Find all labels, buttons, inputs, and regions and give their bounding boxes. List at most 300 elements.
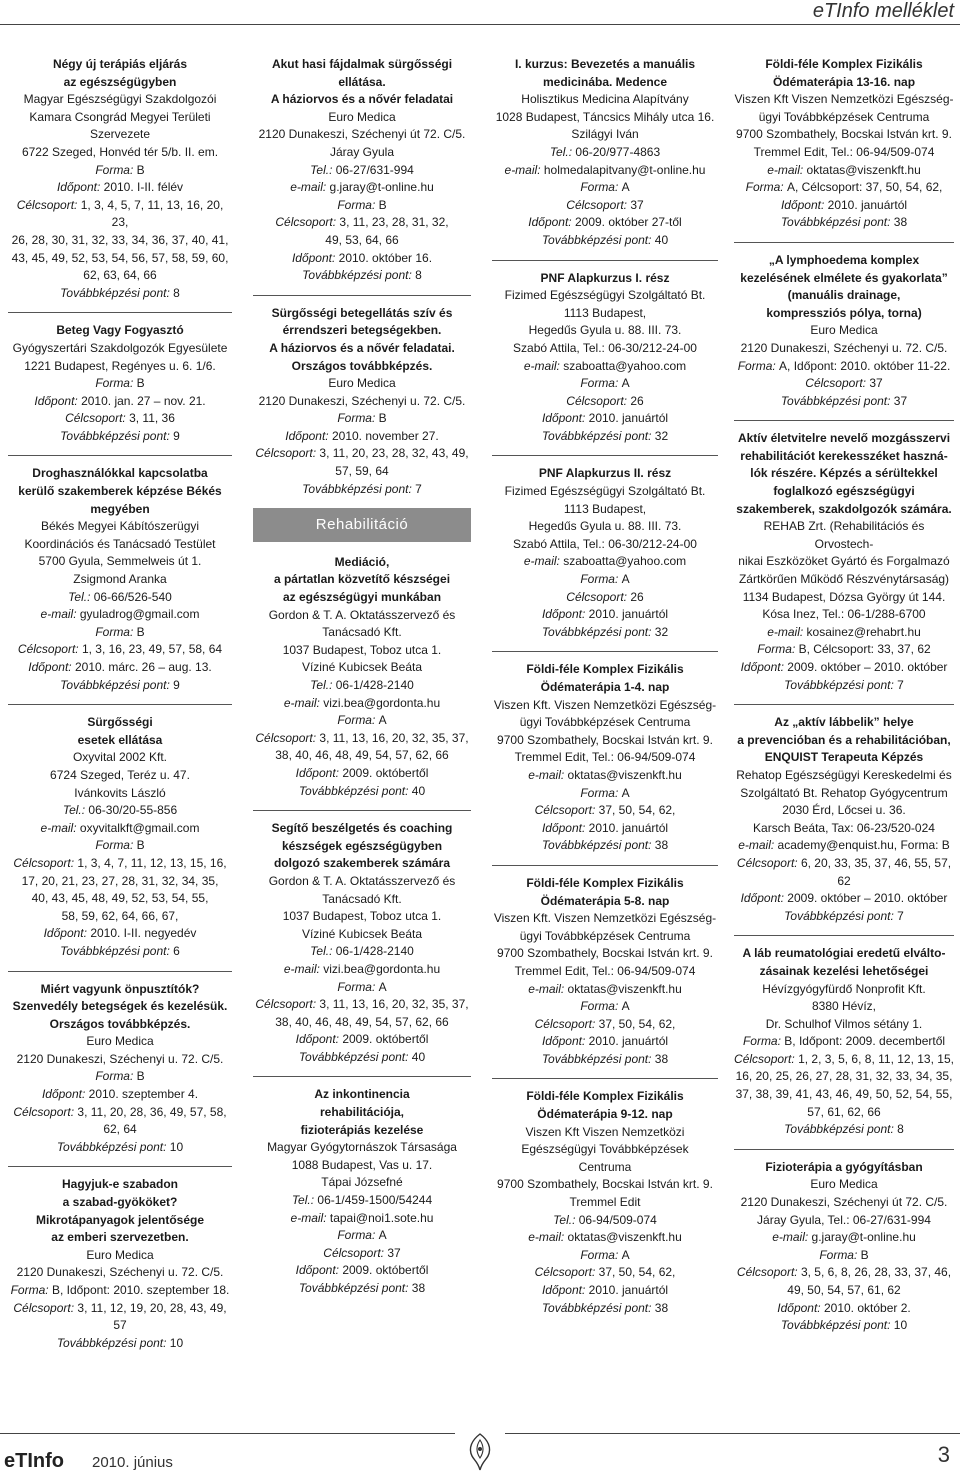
entry-key: Célcsoport: <box>13 855 78 870</box>
entry-line <box>253 961 471 979</box>
entry-line <box>492 963 718 981</box>
entry-key: e-mail: <box>528 981 568 996</box>
entry-value: Egészségügyi Továbbképzések <box>521 1142 689 1157</box>
entry-value: 1037 Budapest, Toboz utca 1. <box>282 909 442 924</box>
column-1 <box>8 56 232 1362</box>
entry-line <box>8 285 232 303</box>
entry-value: 06-66/526-540 <box>93 589 172 604</box>
entry-title: kerülő szakemberek képzése Békés <box>18 484 222 499</box>
entry-title: Akut hasi fájdalmak sürgősségi <box>271 57 453 71</box>
entry-key: Időpont: <box>541 1034 589 1049</box>
footer-rule-right <box>505 1433 960 1434</box>
entry-line <box>253 607 471 625</box>
entry-value: B <box>136 1069 145 1084</box>
entry-value: 06-1/428-2140 <box>335 944 414 959</box>
entry-value: Magyar Egészségügyi Szakdolgozói <box>23 92 217 107</box>
entry-line <box>253 267 471 285</box>
entry-title: Droghasználókkal kapcsolatba <box>32 466 208 481</box>
entry-line <box>8 162 232 180</box>
entry-value: 32 <box>654 624 669 639</box>
entry-value: 38, 40, 46, 48, 49, 54, 57, 62, 66 <box>275 1014 449 1029</box>
entry-value: vizi.bea@gordonta.hu <box>323 695 441 710</box>
entry-line <box>734 358 954 376</box>
entry-value: 2009. október – 2010. október <box>787 660 948 674</box>
entry-key: Továbbképzési pont: <box>541 838 655 853</box>
listing-entry <box>8 1166 232 1352</box>
entry-value: 3, 11, 23, 28, 31, 32, <box>339 215 449 230</box>
entry-value: 2010. I-II. félév <box>103 180 184 195</box>
entry-key: e-mail: <box>772 1230 812 1245</box>
entry-value: 2030 Érd, Lőcsei u. 36. <box>782 803 906 818</box>
entry-value: 2010. október 16. <box>338 250 433 265</box>
entry-value: B <box>860 1247 869 1262</box>
entry-line <box>734 1104 954 1122</box>
entry-line <box>492 624 718 642</box>
entry-value: B, Célcsoport: 33, 37, 62 <box>798 642 931 657</box>
entry-key: Időpont: <box>541 820 589 835</box>
entry-line <box>253 1210 471 1228</box>
entry-key: Tel.: <box>310 944 336 959</box>
entry-value: kosainez@rehabrt.hu <box>806 624 921 639</box>
entry-value: 1088 Budapest, Vas u. 17. <box>291 1157 433 1172</box>
entry-line <box>253 144 471 162</box>
entry-value: 9 <box>173 428 180 443</box>
entry-line <box>253 979 471 997</box>
entry-key: e-mail: <box>528 767 568 782</box>
entry-value: g.jaray@t-online.hu <box>811 1230 916 1245</box>
section-banner: Rehabilitáció <box>253 508 471 542</box>
entry-key: Forma: <box>95 162 137 177</box>
entry-line <box>734 214 954 232</box>
entry-value: 1113 Budapest, <box>563 501 647 516</box>
entry-key: Célcsoport: <box>566 393 631 408</box>
entry-value: 10 <box>893 1318 908 1333</box>
entry-key: Időpont: <box>541 607 589 622</box>
listing-entry <box>734 935 954 1139</box>
entry-key: Továbbképzési pont: <box>60 428 174 443</box>
entry-key: Időpont: <box>41 1087 89 1102</box>
entry-value: Víziné Kubicsek Beáta <box>301 926 423 941</box>
listing-entry <box>8 56 232 302</box>
entry-line <box>734 802 954 820</box>
entry-key: Célcsoport: <box>734 1051 799 1066</box>
listing-entry <box>8 455 232 694</box>
entry-line <box>253 891 471 909</box>
entry-line <box>492 518 718 536</box>
entry-line <box>492 1159 718 1177</box>
entry-value: B <box>136 624 145 639</box>
entry-line <box>492 1264 718 1282</box>
entry-value: ügyi Továbbképzések Centruma <box>758 109 930 124</box>
entry-key: e-mail: <box>767 162 807 177</box>
entry-value: 40 <box>654 232 669 247</box>
entry-value: A <box>621 572 630 587</box>
entry-value: 2120 Dunakeszi, Széchenyi u. 72. C/5. <box>258 393 466 408</box>
entry-line <box>492 1124 718 1142</box>
entry-key: Időpont: <box>740 660 788 674</box>
entry-line <box>8 837 232 855</box>
entry-title: kezelésének elmélete és gyakorlata” <box>740 270 948 285</box>
entry-value: 7 <box>415 481 422 496</box>
entry-line <box>734 126 954 144</box>
entry-value: 38 <box>654 838 669 853</box>
entry-value: Tremmel Edit, Tel.: 06-94/509-074 <box>514 963 696 978</box>
entry-title: I. kurzus: Bevezetés a manuális <box>514 57 696 71</box>
entry-title: Mediáció, <box>334 554 390 569</box>
entry-value: 62, 64 <box>103 1122 137 1137</box>
entry-value: 26 <box>630 393 644 408</box>
entry-value: 2010. januártól <box>588 411 669 426</box>
entry-key: Forma: <box>95 1069 137 1084</box>
listing-entry <box>492 56 718 250</box>
entry-value: 06-1/428-2140 <box>335 678 414 692</box>
entry-value: Euro Medica <box>86 1247 154 1262</box>
entry-value: B <box>378 197 387 212</box>
entry-value: oktatas@viszenkft.hu <box>567 981 682 996</box>
entry-line <box>492 410 718 428</box>
entry-title: Az inkontinencia <box>314 1087 410 1102</box>
entry-line <box>253 109 471 127</box>
entry-line <box>492 428 718 446</box>
entry-value: 6722 Szeged, Honvéd tér 5/b. II. em. <box>21 144 219 159</box>
entry-line <box>734 837 954 855</box>
entry-value: Koordinációs és Tanácsadó Testület <box>24 536 216 551</box>
entry-line <box>492 340 718 358</box>
entry-value: Kamara Csongrád Megyei Területi <box>29 109 211 124</box>
entry-value: 2009. októbertől <box>342 765 429 780</box>
entry-value: 06-27/631-994 <box>335 162 414 177</box>
entry-value: Kósa Inez, Tel.: 06-1/288-6700 <box>762 607 926 622</box>
entry-line <box>492 1051 718 1069</box>
entry-line <box>8 358 232 376</box>
entry-line <box>8 767 232 785</box>
entry-title: rehabilitációt kerekesszéket haszná- <box>740 448 948 463</box>
entry-line <box>492 945 718 963</box>
entry-line <box>8 749 232 767</box>
entry-value: 57, 61, 62, 66 <box>807 1104 881 1119</box>
entry-value: Hévízgyógyfürdő Nonprofit Kft. <box>762 981 926 996</box>
entry-key: Forma: <box>580 572 622 587</box>
entry-key: e-mail: <box>504 162 544 177</box>
entry-line <box>734 553 954 571</box>
entry-line <box>253 1157 471 1175</box>
entry-value: A <box>621 376 630 391</box>
entry-title: Földi-féle Komplex Fizikális <box>765 57 923 71</box>
entry-line <box>492 126 718 144</box>
entry-line <box>734 571 954 589</box>
entry-line <box>253 712 471 730</box>
entry-title: Ödématerápia 5-8. nap <box>540 893 670 908</box>
entry-value: 1, 3, 4, 5, 7, 11, 13, 16, 20, 23, <box>80 197 224 230</box>
entry-line <box>734 1282 954 1300</box>
entry-value: Fizimed Egészségügyi Szolgáltató Bt. <box>504 288 706 303</box>
entry-value: 06-1/459-1500/54244 <box>317 1193 433 1208</box>
entry-key: Forma: <box>337 1228 379 1243</box>
entry-value: 1221 Budapest, Regényes u. 6. 1/6. <box>24 358 216 373</box>
entry-line <box>8 925 232 943</box>
entry-value: 26, 28, 30, 31, 32, 33, 34, 36, 37, 40, 41, <box>11 232 229 247</box>
entry-line <box>734 1068 954 1086</box>
entry-value: 8 <box>897 1122 904 1137</box>
entry-line <box>253 659 471 677</box>
entry-value: 06-30/20-55-856 <box>88 803 178 818</box>
listing-entry <box>253 1076 471 1297</box>
entry-value: 37 <box>387 1245 401 1260</box>
entry-key: Továbbképzési pont: <box>780 393 894 408</box>
entry-line <box>492 606 718 624</box>
listing-entry <box>8 312 232 445</box>
entry-value: 1134 Budapest, Dózsa György út 144. <box>742 589 946 604</box>
entry-key: Továbbképzési pont: <box>302 268 416 283</box>
entry-line <box>8 1300 232 1335</box>
entry-line <box>734 1194 954 1212</box>
entry-key: Időpont: <box>28 660 75 674</box>
entry-line <box>8 1282 232 1300</box>
entry-title: esetek ellátása <box>77 732 163 747</box>
entry-value: 10 <box>169 1139 184 1154</box>
entry-line <box>734 322 954 340</box>
entry-value: B, Időpont: 2010. szeptember 18. <box>51 1283 230 1297</box>
entry-value: 62, 63, 64, 66 <box>83 268 157 283</box>
entry-key: Célcsoport: <box>275 215 340 230</box>
entry-value: REHAB Zrt. (Rehabilitációs és Orvostech- <box>763 519 925 551</box>
entry-value: 2009. október – 2010. október <box>787 891 948 906</box>
entry-value: 10 <box>169 1335 184 1350</box>
entry-value: holmedalapitvany@t-online.hu <box>543 162 706 177</box>
entry-title: Sürgősségi <box>87 715 153 730</box>
entry-line <box>253 1280 471 1298</box>
entry-key: Időpont: <box>541 1283 589 1297</box>
entry-key: Időpont: <box>56 180 104 195</box>
page-footer <box>0 1432 960 1477</box>
entry-key: Időpont: <box>295 765 343 780</box>
entry-key: Célcsoport: <box>13 1104 78 1119</box>
entry-value: 3, 11, 36 <box>129 411 175 426</box>
entry-key: Továbbképzési pont: <box>541 428 655 443</box>
entry-value: oxyvitalkft@gmail.com <box>79 820 200 835</box>
entry-key: Forma: <box>580 785 622 800</box>
listing-entry <box>8 971 232 1157</box>
entry-line <box>492 820 718 838</box>
entry-line <box>734 855 954 890</box>
entry-line <box>8 518 232 536</box>
entry-line <box>8 109 232 127</box>
footer-rule-left <box>0 1433 455 1434</box>
entry-value: tapai@noi1.sote.hu <box>329 1210 434 1225</box>
entry-value: szaboatta@yahoo.com <box>563 554 687 569</box>
entry-value: Zsigmond Aranka <box>73 572 167 587</box>
entry-key: e-mail: <box>523 358 564 373</box>
entry-key: e-mail: <box>738 838 778 853</box>
column-2 <box>253 56 471 1308</box>
entry-value: A <box>378 713 387 728</box>
entry-line <box>253 1049 471 1067</box>
listing-entry <box>734 420 954 694</box>
entry-key: Továbbképzési pont: <box>298 1049 412 1064</box>
entry-value: 1, 3, 16, 23, 49, 57, 58, 64 <box>81 642 223 657</box>
entry-value: Viszen Kft Viszen Nemzetközi <box>525 1124 685 1139</box>
entry-line <box>734 1176 954 1194</box>
entry-key: Időpont: <box>777 1300 824 1315</box>
entry-key: Forma: <box>745 180 787 195</box>
entry-value: 2120 Dunakeszi, Széchenyi u. 72. C/5. <box>16 1051 224 1066</box>
listing-entry <box>8 704 232 960</box>
entry-value: 8 <box>173 285 180 300</box>
entry-title: az egészségügyben <box>63 74 177 89</box>
entry-line <box>734 785 954 803</box>
entry-key: Forma: <box>757 642 799 657</box>
entry-key: Célcsoport: <box>255 446 320 461</box>
entry-line <box>734 998 954 1016</box>
entry-value: gyuladrog@gmail.com <box>79 607 200 622</box>
entry-line <box>253 232 471 250</box>
entry-line <box>8 855 232 873</box>
entry-value: 38 <box>654 1051 669 1066</box>
entry-line <box>253 926 471 944</box>
entry-line <box>734 375 954 393</box>
entry-title: Ödématerápia 13-16. nap <box>772 74 916 89</box>
entry-value: 1113 Budapest, <box>563 305 647 320</box>
listing-entry <box>734 242 954 410</box>
entry-key: Forma: <box>337 197 379 212</box>
entry-key: Időpont: <box>780 197 828 212</box>
entry-key: Forma: <box>742 1034 785 1049</box>
entry-line <box>253 428 471 446</box>
entry-line <box>734 144 954 162</box>
entry-key: Továbbképzési pont: <box>784 1122 898 1137</box>
entry-line <box>253 375 471 393</box>
entry-value: Tápai Józsefné <box>321 1175 403 1190</box>
entry-key: Továbbképzési pont: <box>60 943 174 958</box>
entry-line <box>734 109 954 127</box>
entry-value: Gordon & T. A. Oktatásszervező és <box>268 607 456 622</box>
entry-value: 1, 3, 4, 7, 11, 12, 13, 15, 16, <box>77 855 227 870</box>
entry-line <box>492 1016 718 1034</box>
entry-value: 37, 38, 39, 41, 43, 46, 49, 50, 52, 54, 55, <box>735 1087 953 1102</box>
entry-value: 3, 11, 12, 19, 20, 28, 43, 49, 57 <box>77 1300 227 1333</box>
entry-line <box>734 162 954 180</box>
entry-value: B, Időpont: 2009. decembertől <box>784 1034 946 1049</box>
entry-value: nikai Eszközöket Gyártó és Forgalmazó <box>738 554 950 569</box>
entry-value: 2010. januártól <box>827 197 908 212</box>
entry-value: Viszen Kft. Viszen Nemzetközi Egészség- <box>493 697 717 712</box>
entry-value: Magyar Gyógytornászok Társasága <box>267 1140 457 1155</box>
entry-key: Időpont: <box>34 393 82 408</box>
entry-line <box>253 943 471 961</box>
entry-key: Forma: <box>737 358 780 373</box>
entry-key: Célcsoport: <box>16 197 81 212</box>
entry-title: Sürgősségi betegellátás szív és <box>271 305 453 320</box>
entry-line <box>492 910 718 928</box>
entry-line <box>8 802 232 820</box>
entry-line <box>492 393 718 411</box>
entry-line <box>253 1245 471 1263</box>
entry-value: 37, 50, 54, 62, <box>598 803 676 818</box>
entry-value: Békés Megyei Kábítószerügyi <box>40 519 200 534</box>
entry-line <box>253 1262 471 1280</box>
entry-key: Célcsoport: <box>534 1016 599 1031</box>
entry-line <box>8 536 232 554</box>
entry-title: megyében <box>90 501 150 516</box>
entry-title: Az „aktív lábbelik” helye <box>774 715 914 730</box>
entry-value: Fizimed Egészségügyi Szolgáltató Bt. <box>504 484 706 499</box>
entry-line <box>8 393 232 411</box>
entry-line <box>253 1192 471 1210</box>
entry-key: Továbbképzési pont: <box>298 783 412 798</box>
entry-value: 3, 11, 13, 16, 20, 32, 35, 37, <box>319 730 469 745</box>
entry-line <box>8 1086 232 1104</box>
entry-value: 38 <box>654 1300 669 1315</box>
entry-value: 37 <box>869 376 883 391</box>
entry-title: szakemberek, szakdolgozók számára. <box>736 501 952 516</box>
entry-value: A <box>621 999 630 1014</box>
entry-line <box>492 483 718 501</box>
entry-line <box>492 553 718 571</box>
entry-line <box>8 624 232 642</box>
entry-line <box>492 109 718 127</box>
entry-line <box>8 641 232 659</box>
entry-title: Ödématerápia 9-12. nap <box>537 1107 673 1122</box>
entry-value: A <box>378 1228 387 1243</box>
entry-line <box>253 1174 471 1192</box>
entry-value: Viszen Kft. Viszen Nemzetközi Egészség- <box>493 911 717 926</box>
entry-value: Tanácsadó Kft. <box>322 891 402 906</box>
entry-value: 6724 Szeged, Teréz u. 47. <box>50 767 190 782</box>
entry-value: 8380 Hévíz, <box>811 999 877 1014</box>
entry-line <box>8 232 232 250</box>
entry-line <box>734 908 954 926</box>
entry-value: B <box>136 376 145 391</box>
entry-value: 3, 11, 20, 28, 36, 49, 57, 58, <box>77 1104 227 1119</box>
entry-line <box>734 624 954 642</box>
entry-line <box>8 250 232 268</box>
listing-entry <box>492 260 718 446</box>
entry-value: 9700 Szombathely, Bocskai István krt. 9. <box>497 946 713 961</box>
entry-line <box>734 1300 954 1318</box>
entry-title: Aktív életvitelre nevelő mozgásszervi <box>737 431 951 446</box>
entry-value: Holisztikus Medicina Alapítvány <box>521 92 689 107</box>
entry-value: Euro Medica <box>328 376 396 391</box>
entry-key: Továbbképzési pont: <box>780 215 894 230</box>
entry-title: az egészségügyi munkában <box>282 590 442 605</box>
entry-value: 2120 Dunakeszi, Széchenyi út 72. C/5. <box>258 127 466 142</box>
entry-value: 37, 50, 54, 62, <box>598 1016 676 1031</box>
entry-value: Zártkörűen Működő Részvénytársaság) <box>738 572 950 587</box>
entry-line <box>253 908 471 926</box>
entry-value: Járay Gyula <box>329 144 395 159</box>
listing-entry <box>253 56 471 285</box>
entry-key: e-mail: <box>283 695 324 710</box>
entry-line <box>492 197 718 215</box>
entry-value: 1028 Budapest, Táncsics Mihály utca 16. <box>495 109 715 124</box>
entry-value: 43, 45, 49, 52, 53, 54, 56, 57, 58, 59, 60, <box>11 250 229 265</box>
entry-line <box>492 179 718 197</box>
entry-key: Célcsoport: <box>255 730 320 745</box>
entry-title: rehabilitációja, <box>319 1105 405 1120</box>
entry-value: g.jaray@t-online.hu <box>329 180 434 195</box>
entry-value: Centruma <box>578 1159 632 1174</box>
entry-line <box>253 214 471 232</box>
entry-value: 9 <box>173 677 180 692</box>
listing-entry <box>253 810 471 1066</box>
entry-line <box>253 624 471 642</box>
entry-value: 37 <box>893 393 908 408</box>
entry-title: Mikrotápanyagok jelentősége <box>35 1212 205 1227</box>
entry-line <box>253 695 471 713</box>
entry-key: Tel.: <box>310 678 336 692</box>
column-4 <box>734 56 954 1345</box>
entry-key: e-mail: <box>40 607 80 622</box>
